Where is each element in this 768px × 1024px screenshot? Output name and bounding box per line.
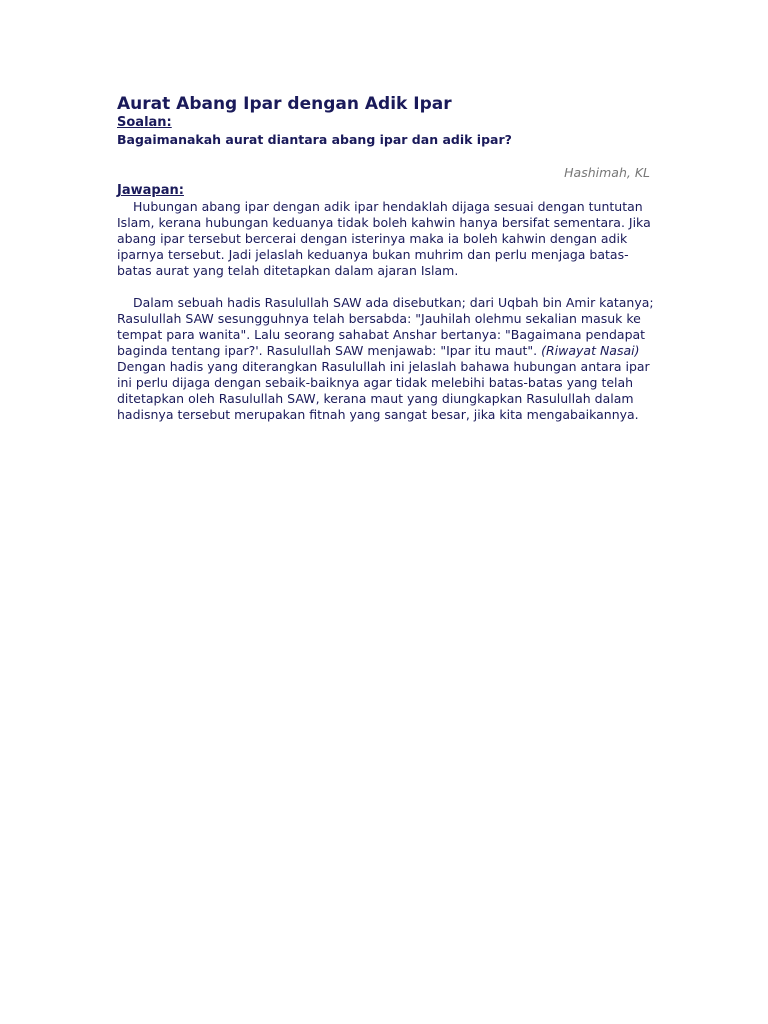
question-text: Bagaimanakah aurat diantara abang ipar dan adik ipar? — [117, 132, 512, 147]
asker-name: Hashimah, KL — [564, 165, 650, 180]
answer-paragraph-1: Hubungan abang ipar dengan adik ipar hendaklah dijaga sesuai dengan tuntutan Islam, kerana hubungan keduanya tidak boleh kahwin hanya bersifat sementara. Jika abang ipar tersebut bercerai dengan isterinya maka ia boleh kahwin dengan adik iparnya tersebut. Jadi jelaslah keduanya bukan muhrim dan perlu menjaga batas-batas aurat yang telah ditetapkan dalam ajaran Islam. — [117, 199, 651, 278]
page-title: Aurat Abang Ipar dengan Adik Ipar — [117, 94, 452, 114]
question-label: Soalan: — [117, 115, 172, 130]
hadith-citation: (Riwayat Nasai) — [541, 343, 640, 358]
hadith-text: Dalam sebuah hadis Rasulullah SAW ada disebutkan; dari Uqbah bin Amir katanya; Rasulullah SAW sesungguhnya telah bersabda: "Jauhilah olehmu sekalian masuk ke tempat para wanita". Lalu seorang sahabat Anshar bertanya: "Bagaimana pendapat baginda tentang ipar?'. Rasulullah SAW menjawab: "Ipar itu maut". — [117, 295, 654, 358]
answer-label: Jawapan: — [117, 183, 184, 198]
answer-paragraph-3: Dengan hadis yang diterangkan Rasulullah ini jelaslah bahawa hubungan antara ipar ini perlu dijaga dengan sebaik-baiknya agar tidak melebihi batas-batas yang telah ditetapkan oleh Rasulullah SAW, kerana maut yang diungkapkan Rasulullah dalam hadisnya tersebut merupakan fitnah yang sangat besar, jika kita mengabaikannya. — [117, 359, 650, 422]
document-body — [117, 93, 657, 423]
answer-paragraph-2 — [117, 295, 657, 359]
